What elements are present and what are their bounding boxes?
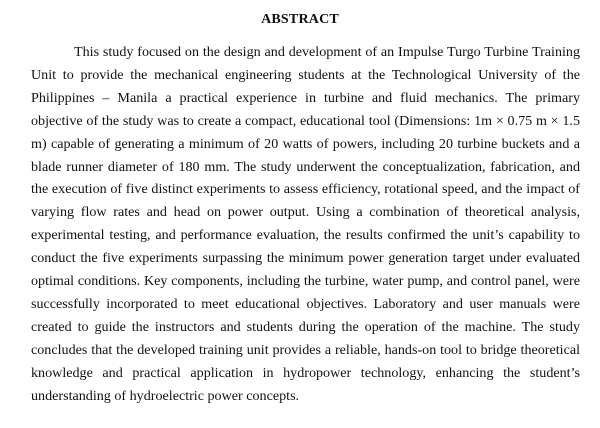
- abstract-paragraph: This study focused on the design and development of an Impulse Turgo Turbine Training Unit to provide the mechanical engineering students at the Technological University of the Philippines – Manila a practical experience in turbine and fluid mechanics. The primary objective of the study was to create a compact, educational tool (Dimensions: 1m × 0.75 m × 1.5 m) capable of generating a minimum of 20 watts of powers, including 20 turbine buckets and a blade runner diameter of 180 mm. The study underwent the conceptualization, fabrication, and the execution of five distinct experiments to assess efficiency, rotational speed, and the impact of varying flow rates and head on power output. Using a combination of theoretical analysis, experimental testing, and performance evaluation, the results confirmed the unit’s capability to conduct the five experiments surpassing the minimum power generation target under evaluated optimal conditions. Key components, including the turbine, water pump, and control panel, were successfully incorporated to meet educational objectives. Laboratory and user manuals were created to guide the instructors and students during the operation of the machine. The study concludes that the developed training unit provides a reliable, hands-on tool to bridge theoretical knowledge and practical application in hydropower technology, enhancing the student’s understanding of hydroelectric power concepts.: [31, 44, 580, 404]
- abstract-title: ABSTRACT: [261, 12, 339, 27]
